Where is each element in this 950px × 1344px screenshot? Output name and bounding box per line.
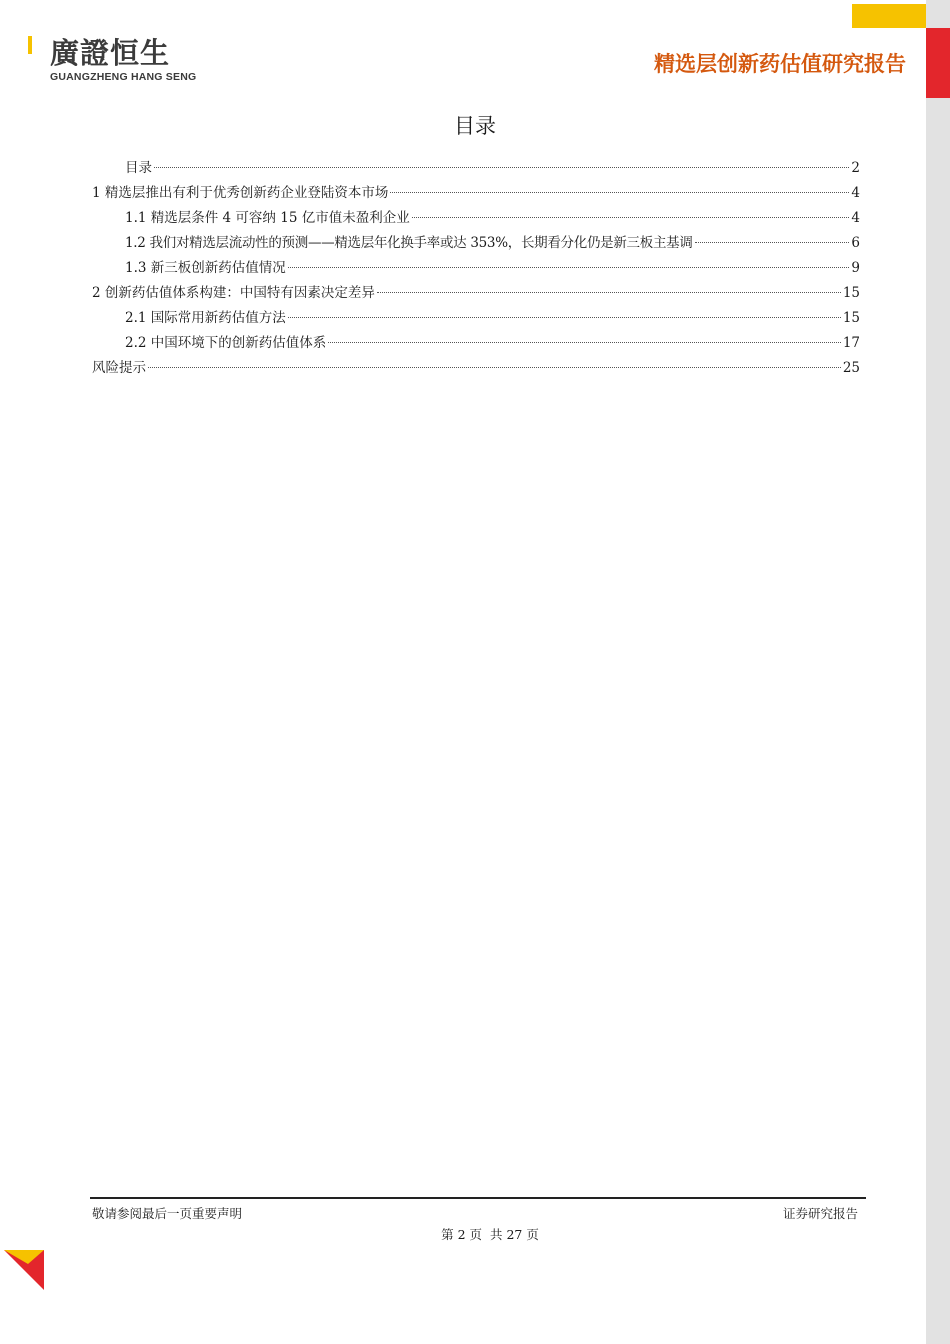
toc-entry-text: 1.1 精选层条件 4 可容纳 15 亿市值未盈利企业 [125,210,410,226]
toc-entry-text: 2 创新药估值体系构建：中国特有因素决定差异 [92,285,375,301]
toc-leader [390,192,849,193]
toc-entry-page: 25 [842,360,860,376]
report-title: 精选层创新药估值研究报告 [654,52,906,76]
toc-leader [288,317,841,318]
toc-entry[interactable] [92,231,860,256]
toc-entry-text: 1 精选层推出有利于优秀创新药企业登陆资本市场 [92,185,389,201]
toc-entry-page: 6 [851,235,860,251]
toc-leader [328,342,841,343]
toc-entry[interactable] [92,181,860,206]
toc-entry-page: 4 [851,185,860,201]
logo-chinese: 廣證恒生 [50,36,171,70]
toc-entry-page: 9 [851,260,860,276]
toc-entry[interactable] [92,356,860,381]
toc-entry-text: 1.3 新三板创新药估值情况 [125,260,286,276]
toc-entry-page: 15 [842,310,860,326]
toc-leader [377,292,841,293]
footer-divider [90,1197,866,1199]
logo-mark [28,36,32,54]
toc-entry-text: 风险提示 [92,360,146,376]
toc-leader [154,167,849,168]
toc-entry[interactable] [92,331,860,356]
toc-entry-text: 2.1 国际常用新药估值方法 [125,310,286,326]
toc-entry[interactable] [92,256,860,281]
corner-triangle-decoration [4,1250,48,1294]
toc-entry[interactable] [92,156,860,181]
toc-entry[interactable] [92,206,860,231]
toc-entry-page: 15 [842,285,860,301]
toc-entry[interactable] [92,306,860,331]
toc-title: 目录 [454,114,496,138]
toc-leader [695,242,850,243]
side-red-block [926,28,950,98]
page-number: 第 2 页 共 27 页 [441,1227,539,1242]
footer-disclaimer: 敬请参阅最后一页重要声明 [92,1206,243,1221]
toc-entry-text: 1.2 我们对精选层流动性的预测——精选层年化换手率或达 353%，长期看分化仍是新三板主基调 [125,235,693,251]
footer-report-type: 证券研究报告 [782,1206,858,1221]
toc-entry-text: 2.2 中国环境下的创新药估值体系 [125,335,327,351]
side-decoration-strip [926,0,950,1344]
toc-leader [412,217,850,218]
top-yellow-block [852,4,926,28]
logo-english: GUANGZHENG HANG SENG [50,71,197,83]
toc-entry-page: 4 [851,210,860,226]
toc-entry-page: 2 [851,160,860,176]
toc-entry-page: 17 [842,335,860,351]
toc-leader [148,367,841,368]
toc-entry[interactable] [92,281,860,306]
toc-leader [288,267,850,268]
toc-entry-text: 目录 [125,160,152,176]
table-of-contents [92,156,860,381]
